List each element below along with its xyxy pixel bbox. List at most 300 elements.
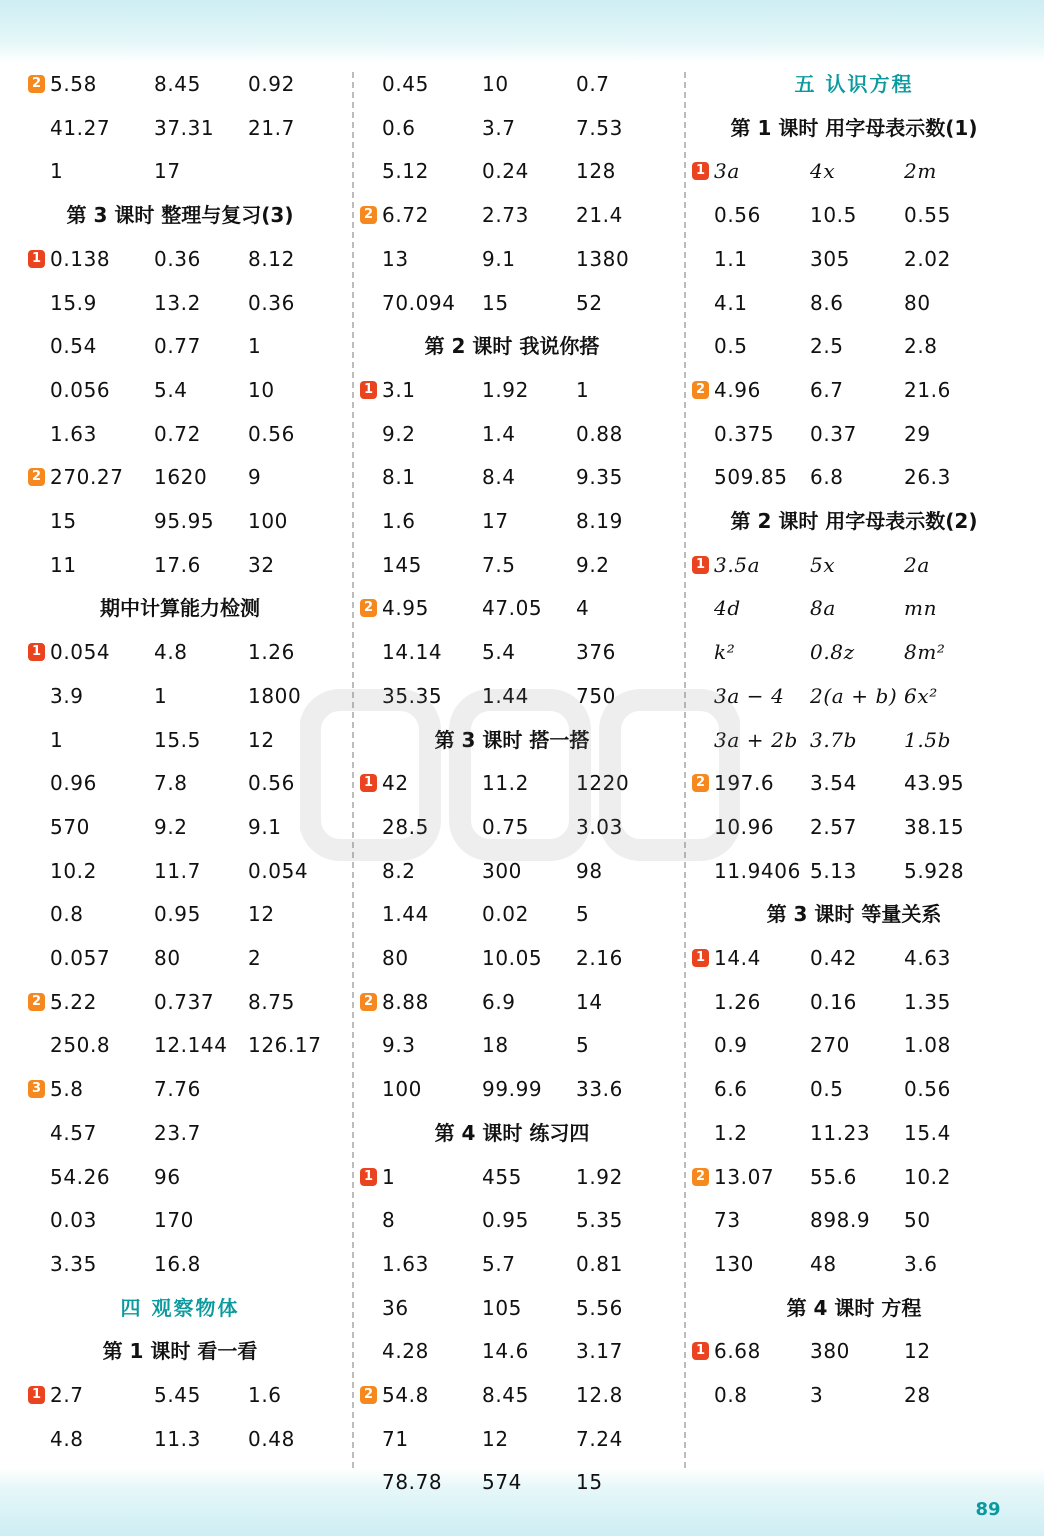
answer-row (362, 237, 682, 281)
answer-value: 28 (904, 1383, 931, 1407)
answer-row (694, 281, 1014, 325)
answer-row (694, 324, 1014, 368)
answer-row (362, 936, 682, 980)
answer-row (362, 892, 682, 936)
answer-row (362, 281, 682, 325)
answer-row (362, 193, 682, 237)
answer-row (30, 1242, 350, 1286)
answer-row (362, 1155, 682, 1199)
answer-row (362, 849, 682, 893)
answer-value: 0.56 (714, 203, 761, 228)
answer-row (30, 892, 350, 936)
answer-value: 0.03 (50, 1208, 97, 1233)
answer-value: 5.4 (482, 640, 516, 665)
answer-value: 1380 (576, 246, 630, 271)
answer-value: 0.56 (904, 1077, 951, 1102)
answer-value: 9.2 (382, 421, 416, 446)
answer-row (694, 1373, 1014, 1417)
answer-value: 0.45 (382, 72, 429, 96)
answer-value: 2 (248, 946, 262, 970)
answer-value: 36 (382, 1295, 409, 1320)
answer-value: 8 (382, 1208, 396, 1233)
answer-value: 100 (382, 1077, 422, 1102)
answer-row (30, 368, 350, 412)
answer-value: 750 (576, 683, 616, 708)
answer-value: 250.8 (50, 1033, 111, 1058)
answer-value: 380 (810, 1339, 850, 1364)
answer-value: 0.37 (810, 421, 857, 446)
answer-value: 1800 (248, 683, 302, 708)
answer-value: 0.8 (714, 1383, 748, 1407)
question-number-badge: 1 (360, 1168, 377, 1186)
answer-row (30, 1023, 350, 1067)
answer-value: 0.02 (482, 902, 529, 927)
lesson-title: 第 2 课时 我说你搭 (424, 334, 600, 359)
answer-value: 54.8 (382, 1383, 429, 1407)
answer-column-3 (694, 62, 1034, 1472)
answer-value: 1.26 (714, 989, 761, 1014)
answer-value: 6x² (904, 683, 938, 708)
answer-value: 32 (248, 552, 275, 577)
answer-value: 105 (482, 1295, 522, 1320)
answer-value: 0.737 (154, 989, 215, 1014)
answer-value: 8.45 (482, 1383, 529, 1407)
answer-value: 0.138 (50, 246, 111, 271)
question-number-badge: 2 (28, 468, 45, 486)
answer-value: 3.1 (382, 377, 416, 402)
answer-value: 0.88 (576, 421, 623, 446)
answer-value: 23.7 (154, 1120, 201, 1145)
answer-value: 5.12 (382, 159, 429, 184)
answer-value: 270.27 (50, 465, 124, 490)
answer-value: 80 (154, 946, 181, 970)
answer-value: 12.144 (154, 1033, 228, 1058)
answer-value: 17 (154, 159, 181, 184)
answer-value: 41.27 (50, 115, 111, 140)
answer-value: 1.92 (482, 377, 529, 402)
answer-value: 1.2 (714, 1120, 748, 1145)
answer-value: 5.928 (904, 858, 965, 883)
answer-value: 80 (904, 290, 931, 315)
answer-row (30, 281, 350, 325)
answer-value: 17 (482, 509, 509, 533)
unit-title: 五 认识方程 (794, 72, 914, 96)
answer-value: 4.95 (382, 596, 429, 621)
answer-value: 7.24 (576, 1426, 623, 1451)
answer-value: 9.35 (576, 465, 623, 490)
answer-value: 0.42 (810, 946, 857, 970)
answer-value: 6.8 (810, 465, 844, 490)
answer-value: 15 (50, 509, 77, 533)
answer-value: 43.95 (904, 771, 965, 796)
answer-value: 0.9 (714, 1033, 748, 1058)
answer-value: 4.96 (714, 377, 761, 402)
answer-value: 11.7 (154, 858, 201, 883)
answer-value: 0.057 (50, 946, 111, 970)
answer-value: 8.4 (482, 465, 516, 490)
answer-value: 11.23 (810, 1120, 871, 1145)
answer-row (362, 543, 682, 587)
answer-value: 10 (482, 72, 509, 96)
answer-value: 10.5 (810, 203, 857, 228)
question-number-badge: 1 (360, 774, 377, 792)
answer-value: 5.8 (50, 1077, 84, 1102)
answer-value: 3.35 (50, 1251, 97, 1276)
answer-value: 8.1 (382, 465, 416, 490)
answer-value: 14.6 (482, 1339, 529, 1364)
answer-value: 42 (382, 771, 409, 796)
answer-row (30, 674, 350, 718)
answer-value: 95.95 (154, 509, 215, 533)
answer-value: 33.6 (576, 1077, 623, 1102)
answer-value: 3.54 (810, 771, 857, 796)
answer-value: 28.5 (382, 814, 429, 839)
answer-value: 80 (382, 946, 409, 970)
answer-row (362, 980, 682, 1024)
question-number-badge: 1 (28, 643, 45, 661)
answer-value: 12 (904, 1339, 931, 1364)
answer-row (30, 630, 350, 674)
answer-value: 1 (248, 334, 262, 359)
answer-value: 5.22 (50, 989, 97, 1014)
answer-row (30, 106, 350, 150)
answer-column-2 (362, 62, 684, 1495)
answer-row (30, 543, 350, 587)
answer-value: 7.8 (154, 771, 188, 796)
answer-row (362, 630, 682, 674)
answer-value: 300 (482, 858, 522, 883)
answer-value: 9.2 (576, 552, 610, 577)
answer-row (694, 1329, 1014, 1373)
answer-value: 1.92 (576, 1164, 623, 1189)
answer-value: 0.36 (248, 290, 295, 315)
answer-value: k² (714, 640, 736, 665)
answer-value: 1.35 (904, 989, 951, 1014)
answer-row (30, 149, 350, 193)
answer-row (30, 499, 350, 543)
answer-row (694, 149, 1014, 193)
answer-value: 9.2 (154, 814, 188, 839)
answer-row (362, 106, 682, 150)
question-number-badge: 1 (28, 1386, 45, 1404)
answer-row (362, 1329, 682, 1373)
question-number-badge: 1 (692, 1342, 709, 1360)
answer-value: 2.02 (904, 246, 951, 271)
answer-value: 145 (382, 552, 422, 577)
answer-value: 0.54 (50, 334, 97, 359)
answer-value: 21.7 (248, 115, 295, 140)
answer-value: 9.1 (248, 814, 282, 839)
answer-value: 4x (810, 159, 836, 184)
answer-value: 10.2 (50, 858, 97, 883)
answer-row (694, 980, 1014, 1024)
answer-value: 0.96 (50, 771, 97, 796)
question-number-badge: 1 (28, 250, 45, 268)
answer-value: 5.35 (576, 1208, 623, 1233)
answer-value: 4.8 (50, 1426, 84, 1451)
answer-value: 5 (576, 902, 590, 927)
answer-value: 1 (382, 1164, 396, 1189)
lesson-title: 第 1 课时 用字母表示数(1) (730, 115, 978, 140)
answer-value: 1 (154, 683, 168, 708)
answer-row (694, 543, 1014, 587)
answer-value: 2.16 (576, 946, 623, 970)
answer-value: 4.28 (382, 1339, 429, 1364)
answer-value: 5 (576, 1033, 590, 1058)
answer-value: 12 (248, 727, 275, 752)
answer-value: 3.7b (810, 727, 858, 752)
answer-row (30, 1155, 350, 1199)
answer-row (694, 1198, 1014, 1242)
question-number-badge: 2 (360, 599, 377, 617)
answer-value: 3.7 (482, 115, 516, 140)
answer-value: 15.5 (154, 727, 201, 752)
answer-value: 9.1 (482, 246, 516, 271)
answer-row (694, 1067, 1014, 1111)
answer-value: 270 (810, 1033, 850, 1058)
answer-value: 13.07 (714, 1164, 775, 1189)
answer-value: 47.05 (482, 596, 543, 621)
answer-value: 5.58 (50, 72, 97, 96)
answer-value: 10.2 (904, 1164, 951, 1189)
lesson-title: 第 2 课时 用字母表示数(2) (730, 509, 978, 533)
answer-value: 1 (50, 727, 64, 752)
answer-value: 0.054 (248, 858, 309, 883)
answer-value: 21.6 (904, 377, 951, 402)
question-number-badge: 2 (28, 993, 45, 1011)
answer-value: 38.15 (904, 814, 965, 839)
answer-row (362, 761, 682, 805)
answer-value: 17.6 (154, 552, 201, 577)
question-number-badge: 1 (360, 381, 377, 399)
answer-value: 898.9 (810, 1208, 871, 1233)
answer-value: 1 (50, 159, 64, 184)
answer-value: 7.76 (154, 1077, 201, 1102)
answer-value: 0.48 (248, 1426, 295, 1451)
lesson-title: 第 3 课时 整理与复习(3) (66, 203, 294, 228)
answer-row (362, 674, 682, 718)
answer-value: 12 (248, 902, 275, 927)
answer-value: 0.8z (810, 640, 855, 665)
answer-value: 0.36 (154, 246, 201, 271)
answer-row (694, 193, 1014, 237)
answer-row (694, 849, 1014, 893)
answer-value: 99.99 (482, 1077, 543, 1102)
answer-row (30, 412, 350, 456)
answer-value: 12 (482, 1426, 509, 1451)
lesson-title: 期中计算能力检测 (100, 596, 260, 621)
answer-row (694, 455, 1014, 499)
answer-value: 0.8 (50, 902, 84, 927)
answer-value: 8.6 (810, 290, 844, 315)
lesson-title: 第 3 课时 搭一搭 (434, 727, 590, 752)
question-number-badge: 1 (692, 556, 709, 574)
answer-row (694, 1242, 1014, 1286)
lesson-title: 第 1 课时 看一看 (102, 1339, 258, 1364)
answer-value: 2m (904, 159, 937, 184)
answer-row (30, 62, 350, 106)
answer-value: 1.44 (382, 902, 429, 927)
answer-value: 3.03 (576, 814, 623, 839)
answer-value: 48 (810, 1251, 837, 1276)
answer-row (362, 586, 682, 630)
answer-value: 3 (810, 1383, 824, 1407)
answer-row (362, 1373, 682, 1417)
answer-value: 100 (248, 509, 288, 533)
answer-value: 4.57 (50, 1120, 97, 1145)
answer-row (30, 849, 350, 893)
answer-value: 0.55 (904, 203, 951, 228)
answer-row (362, 1198, 682, 1242)
column-divider-1 (352, 72, 354, 1468)
answer-row (362, 805, 682, 849)
answer-value: 11 (50, 552, 77, 577)
answer-row (694, 761, 1014, 805)
answer-value: 1.44 (482, 683, 529, 708)
answer-value: 170 (154, 1208, 194, 1233)
answer-row (694, 586, 1014, 630)
answer-row (362, 149, 682, 193)
answer-value: 0.72 (154, 421, 201, 446)
answer-value: 78.78 (382, 1470, 443, 1495)
answer-value: 0.56 (248, 421, 295, 446)
answer-value: 9 (248, 465, 262, 490)
answer-value: 11.9406 (714, 858, 801, 883)
answer-value: 8.45 (154, 72, 201, 96)
answer-value: 1.5b (904, 727, 952, 752)
answer-value: 21.4 (576, 203, 623, 228)
answer-value: 2.8 (904, 334, 938, 359)
answer-value: 15 (576, 1470, 603, 1495)
answer-value: 10.05 (482, 946, 543, 970)
answer-value: 11.2 (482, 771, 529, 796)
answer-value: 1.6 (248, 1383, 282, 1407)
answer-value: 0.95 (154, 902, 201, 927)
answer-value: 35.35 (382, 683, 443, 708)
answer-value: 37.31 (154, 115, 215, 140)
answer-value: 2.57 (810, 814, 857, 839)
answer-value: 13.2 (154, 290, 201, 315)
answer-value: 0.054 (50, 640, 111, 665)
answer-row (694, 412, 1014, 456)
answer-row (362, 1417, 682, 1461)
question-number-badge: 2 (360, 206, 377, 224)
answer-value: 0.81 (576, 1251, 623, 1276)
answer-value: 15 (482, 290, 509, 315)
answer-row (30, 718, 350, 762)
answer-value: 130 (714, 1251, 754, 1276)
question-number-badge: 2 (692, 1168, 709, 1186)
answer-value: 0.77 (154, 334, 201, 359)
answer-row (694, 1111, 1014, 1155)
answer-value: 0.16 (810, 989, 857, 1014)
answer-value: 305 (810, 246, 850, 271)
answer-value: 8.12 (248, 246, 295, 271)
answer-row (362, 62, 682, 106)
column-divider-2 (684, 72, 686, 1468)
answer-value: 8.75 (248, 989, 295, 1014)
answer-value: 1.26 (248, 640, 295, 665)
answer-value: 3.6 (904, 1251, 938, 1276)
answer-value: 14.14 (382, 640, 443, 665)
answer-value: 0.95 (482, 1208, 529, 1233)
answer-value: 0.56 (248, 771, 295, 796)
answer-value: 6.6 (714, 1077, 748, 1102)
answer-value: 4.1 (714, 290, 748, 315)
question-number-badge: 2 (28, 75, 45, 93)
answer-value: 5.45 (154, 1383, 201, 1407)
answer-row (694, 805, 1014, 849)
answer-row (694, 674, 1014, 718)
answer-row (30, 324, 350, 368)
question-number-badge: 2 (692, 381, 709, 399)
answer-value: 3.9 (50, 683, 84, 708)
answer-value: 15.4 (904, 1120, 951, 1145)
answer-value: 2a (904, 552, 930, 577)
answer-row (30, 455, 350, 499)
answer-value: 26.3 (904, 465, 951, 490)
question-number-badge: 2 (360, 1386, 377, 1404)
answer-value: 5x (810, 552, 836, 577)
answer-value: 1.1 (714, 246, 748, 271)
answer-value: 4d (714, 596, 741, 621)
answer-value: 0.056 (50, 377, 111, 402)
answer-value: 126.17 (248, 1033, 322, 1058)
answer-value: 10 (248, 377, 275, 402)
answer-row (30, 980, 350, 1024)
answer-row (694, 718, 1014, 762)
answer-value: 4 (576, 596, 590, 621)
answer-value: 1620 (154, 465, 208, 490)
answer-value: 1 (576, 377, 590, 402)
answer-value: 52 (576, 290, 603, 315)
answer-row (30, 1417, 350, 1461)
answer-row (694, 1155, 1014, 1199)
answer-value: 7.53 (576, 115, 623, 140)
answer-value: 128 (576, 159, 616, 184)
answer-value: 15.9 (50, 290, 97, 315)
answer-value: 29 (904, 421, 931, 446)
answer-row (694, 1023, 1014, 1067)
answer-value: 8m² (904, 640, 946, 665)
answer-value: 5.13 (810, 858, 857, 883)
answer-value: 2.5 (810, 334, 844, 359)
answer-value: 3.5a (714, 552, 761, 577)
answer-row (30, 237, 350, 281)
answer-value: 0.75 (482, 814, 529, 839)
question-number-badge: 1 (692, 949, 709, 967)
answer-row (362, 1286, 682, 1330)
answer-row (30, 1198, 350, 1242)
answer-row (694, 237, 1014, 281)
answer-value: 509.85 (714, 465, 788, 490)
answer-value: 54.26 (50, 1164, 111, 1189)
answer-value: 3a − 4 (714, 683, 785, 708)
lesson-title: 第 4 课时 练习四 (434, 1120, 590, 1145)
answer-value: 71 (382, 1426, 409, 1451)
page-number: 89 (975, 1499, 1001, 1520)
answer-value: 11.3 (154, 1426, 201, 1451)
answer-value: 6.72 (382, 203, 429, 228)
answer-row (30, 805, 350, 849)
top-band (0, 0, 1044, 62)
answer-row (694, 368, 1014, 412)
answer-row (30, 1373, 350, 1417)
answer-row (362, 499, 682, 543)
answer-row (30, 1111, 350, 1155)
lesson-title: 第 4 课时 方程 (786, 1295, 922, 1320)
answer-value: 197.6 (714, 771, 775, 796)
